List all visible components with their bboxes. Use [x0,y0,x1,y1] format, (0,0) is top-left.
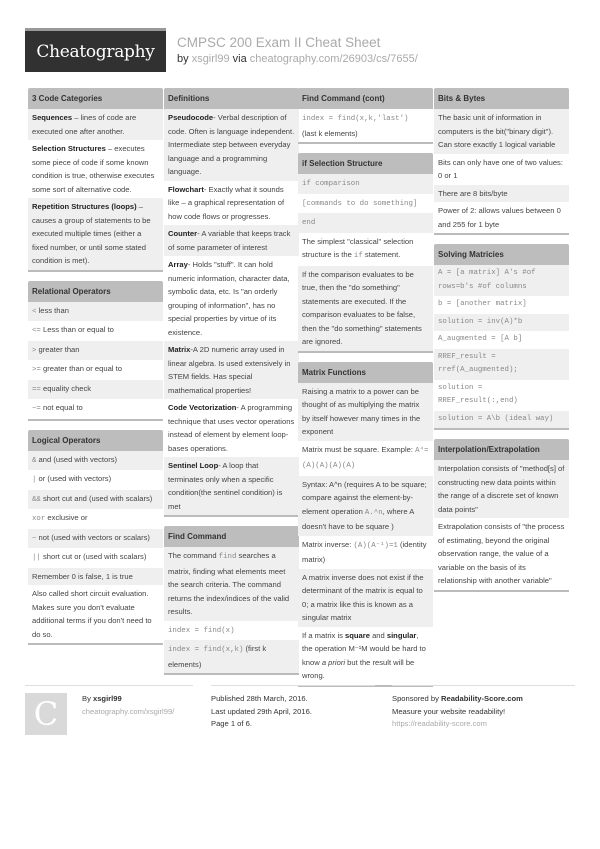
list-item: b = [another matrix] [438,300,527,308]
list-item: end [298,213,433,233]
page-title: CMPSC 200 Exam II Cheat Sheet [177,35,381,50]
section-title: Solving Matricies [434,244,569,265]
section-find-command [164,526,299,675]
section-title: Matrix Functions [298,362,433,383]
list-item: | or (used with vectors) [32,474,112,484]
list-item: && short cut and (used with scalars) [28,490,163,510]
list-item: RREF_result = rref(A_augmented); [434,349,569,380]
list-item: Pseudocode- Verbal description of code. Often is language independent. Intermediate step between everyday language and a programming language. [164,109,299,181]
list-item: solution = inv(A)*b [434,314,569,332]
list-item: Also called short circuit evaluation. Makes sure you don't evaluate additional terms if you don't need to do so. [32,589,152,639]
section-code-categories [28,88,163,272]
section-title: if Selection Structure [298,153,433,174]
list-item: index = find(x,k,'last') (last k elements) [302,115,409,138]
by-label: by [177,53,189,65]
section-matrix-functions [298,362,433,687]
list-item: >= greater than or equal to [32,364,122,374]
list-item: A = [a matrix] A's #of rows=b's #of columns [434,265,569,296]
sponsor-link[interactable]: Readability-Score.com [440,694,523,703]
list-item: Counter- A variable that keeps track of some parameter of interest [164,225,299,256]
published-date: Published 28th March, 2016. [211,694,308,703]
list-item: There are 8 bits/byte [434,185,569,203]
list-item: Bits can only have one of two values: 0 or 1 [438,157,563,180]
list-item: Selection Structures – executes some piece of code if some known condition is true, otherwise executes some sort of alternative code. [32,144,155,194]
cheatography-logo[interactable] [25,28,166,72]
list-item: if comparison [298,174,433,194]
list-item: Code Vectorization- A programming technique that uses vector operations instead of element by element loop-bases operations. [168,403,295,453]
list-item: A matrix inverse does not exist if the determinant of the matrix is equal to 0; a matrix like this is known as a singular matrix [298,569,433,627]
list-item: <= Less than or equal to [32,325,114,335]
list-item: < less than [28,302,163,322]
list-item: The basic unit of information in computers is the bit("binary digit"). Can store exactly 1 logical variable [434,109,569,154]
list-item: == equality check [28,380,163,400]
sponsor-tagline: Measure your website readability! [392,706,506,716]
list-item: Repetition Structures (loops) – causes a group of statements to be executed multiple times (either a fixed number, or until some stated condition is met). [28,198,163,270]
column-4 [434,88,569,601]
list-item: If a matrix is square and singular, the operation M⁻¹M would be hard to know a priori but the result will be wrong. [302,630,426,680]
list-item: Flowchart- Exactly what it sounds like – a graphical representation of how code flows or progresses. [168,184,285,221]
list-item: Syntax: A^n (requires A to be square; compare against the element-by-element operation A.^n, where A doesn't have to be square ) [298,476,433,536]
section-bits-bytes [434,88,569,235]
section-logical-operators [28,430,163,646]
list-item: xor exclusive or [32,513,88,523]
section-if-selection [298,153,433,353]
via-label: via [232,53,247,65]
list-item: ~ not (used with vectors or scalars) [28,529,163,549]
list-item: Sequences – lines of code are executed one after another. [28,109,163,140]
section-title: 3 Code Categories [28,88,163,109]
column-1 [28,88,163,654]
section-title: Find Command [164,526,299,547]
list-item: index = find(x,k) (first k elements) [164,640,299,673]
list-item: index = find(x) [168,626,235,635]
list-item: Matrix-A 2D numeric array used in linear algebra. Is used extensively in STEM fields. Has special mathematical properties! [164,341,299,399]
list-item: Array- Holds "stuff". It can hold numeric information, character data, symbolic data, etc. Is "an orderly grouping of information", has no special properties by virtue of its existence. [168,260,290,337]
page-number: Page 1 of 6. [211,719,252,728]
list-item: A_augmented = [A b] [438,335,523,343]
list-item: Remember 0 is false, 1 is true [28,568,163,586]
footer-author: C By xsgirl99 cheatography.com/xsgirl99/ [25,685,193,718]
avatar[interactable]: C [25,693,67,735]
section-definitions [164,88,299,517]
byline [177,53,418,65]
list-item: ~= not equal to [32,403,83,413]
list-item: Matrix inverse: (A)(A⁻¹)=1 (identity matrix) [302,539,427,564]
section-title: Logical Operators [28,430,163,451]
author-name[interactable]: xsgirl99 [92,694,122,703]
section-title: Find Command (cont) [298,88,433,109]
list-item: & and (used with vectors) [28,451,163,471]
section-title: Definitions [164,88,299,109]
section-title: Interpolation/Extrapolation [434,439,569,460]
section-find-command-cont [298,88,433,144]
updated-date: Last updated 29th April, 2016. [211,706,312,716]
footer-sponsor: Sponsored by Readability-Score.com Measure your website readability! https://readability-score.com [392,685,575,731]
list-item: Raising a matrix to a power can be thought of as multiplying the matrix by itself however many times in the exponent [298,383,433,441]
list-item: solution = A\b (ideal way) [434,411,569,429]
list-item: Interpolation consists of "method[s] of constructing new data points within the range of a discrete set of known data points" [434,460,569,518]
list-item: solution = RREF_result(:,end) [438,383,518,405]
sheet-url-link[interactable]: cheatography.com/26903/cs/7655/ [249,53,418,65]
list-item: Matrix must be square. Example: A⁴= (A)(A)(A)(A) [302,444,429,470]
list-item: Extrapolation consists of "the process of estimating, beyond the original observation range, the value of a variable on the basis of its relationship with another variable" [438,522,565,585]
section-relational-operators [28,281,163,421]
section-solving-matrices [434,244,569,430]
list-item: The simplest "classical" selection structure is the if statement. [302,236,414,260]
sponsor-url-link[interactable]: https://readability-score.com [392,719,487,728]
list-item: Sentinel Loop- A loop that terminates only when a specific condition(the sentinel condition) is met [164,457,299,515]
section-title: Bits & Bytes [434,88,569,109]
list-item: If the comparison evaluates to be true, then the "do something" statements are executed. If the comparison evaluates to be false, then the "do something" statements are ignored. [298,266,433,351]
section-interpolation [434,439,569,592]
footer-dates [211,685,375,731]
author-url-link[interactable]: cheatography.com/xsgirl99/ [82,706,175,716]
column-2 [164,88,299,684]
page-header [25,28,575,73]
list-item: > greater than [28,341,163,361]
section-title: Relational Operators [28,281,163,302]
column-3 [298,88,433,696]
list-item: The command find searches a matrix, finding what elements meet the search criteria. The command returns the index/indices of the valid results. [164,547,299,621]
author-link[interactable]: xsgirl99 [191,53,230,65]
list-item: Power of 2: allows values between 0 and 255 for 1 byte [438,206,561,229]
list-item: [commands to do something] [302,199,418,208]
list-item: || short cut or (used with scalars) [32,552,147,562]
logo-text: Cheatography [36,41,155,62]
